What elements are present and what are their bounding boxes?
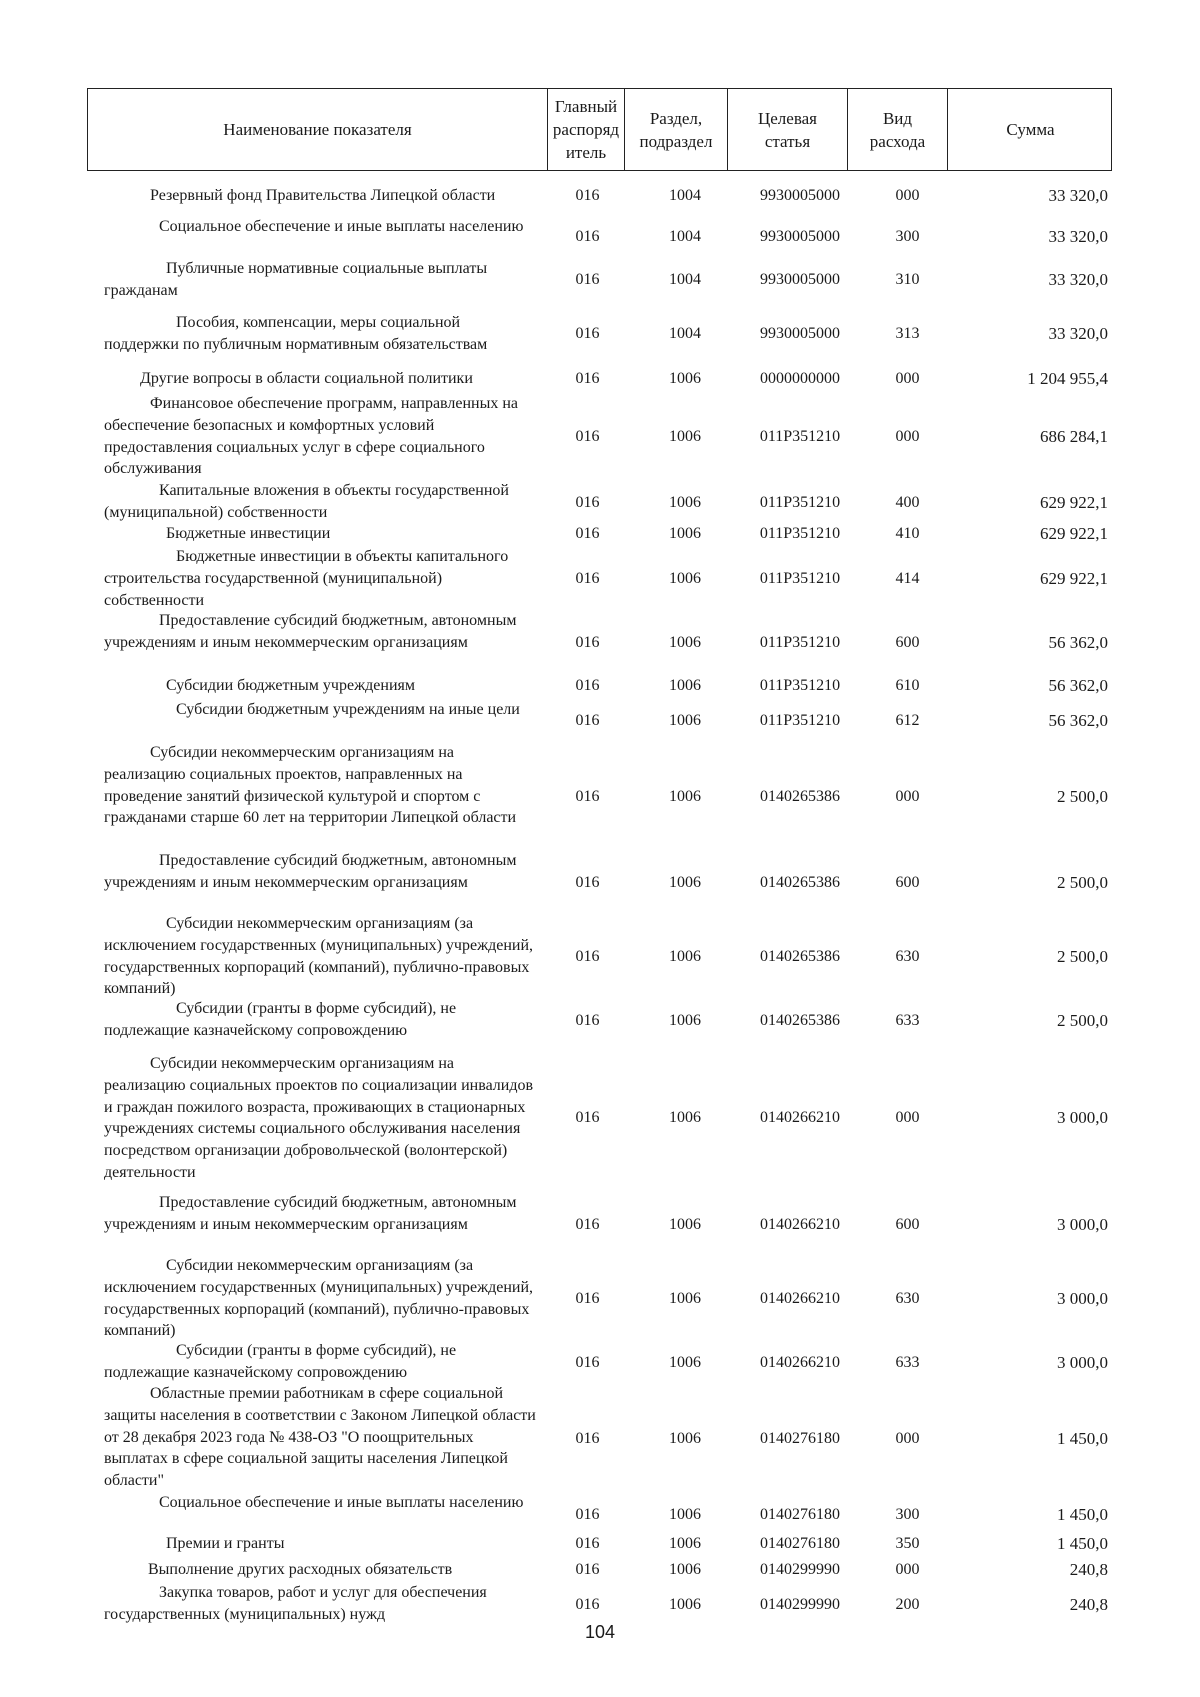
row-sum: 33 320,0 xyxy=(1048,227,1108,247)
table-row xyxy=(0,850,1200,916)
row-sum: 56 362,0 xyxy=(1048,676,1108,696)
row-name: Предоставление субсидий бюджетным, автономным учреждениям и иным некоммерческим организациям xyxy=(104,612,517,651)
row-name: Субсидии (гранты в форме субсидий), не подлежащие казначейскому сопровождению xyxy=(104,1342,457,1381)
row-ts: 0140266210 xyxy=(760,1290,840,1308)
row-gr: 016 xyxy=(575,948,600,966)
header-gr-text: Главный распоряд итель xyxy=(552,97,620,162)
row-rz: 1006 xyxy=(669,525,701,543)
row-gr: 016 xyxy=(575,1216,600,1234)
row-rz: 1006 xyxy=(669,788,701,806)
row-name: Субсидии (гранты в форме субсидий), не подлежащие казначейскому сопровождению xyxy=(104,1000,457,1039)
row-sum: 3 000,0 xyxy=(1057,1353,1108,1373)
row-name: Предоставление субсидий бюджетным, автономным учреждениям и иным некоммерческим организациям xyxy=(104,852,517,891)
row-ts: 0000000000 xyxy=(760,370,840,388)
row-gr: 016 xyxy=(575,525,600,543)
table-row xyxy=(0,1383,1200,1495)
row-sum: 1 450,0 xyxy=(1057,1534,1108,1554)
table-row xyxy=(0,1557,1200,1583)
row-rz: 1006 xyxy=(669,1430,701,1448)
row-sum: 3 000,0 xyxy=(1057,1215,1108,1235)
row-vr: 630 xyxy=(895,948,920,966)
row-gr: 016 xyxy=(575,370,600,388)
row-sum: 2 500,0 xyxy=(1057,787,1108,807)
row-name: Социальное обеспечение и иные выплаты населению xyxy=(159,218,524,235)
row-sum: 629 922,1 xyxy=(1040,569,1108,589)
header-rz xyxy=(625,89,728,170)
row-vr: 300 xyxy=(895,1506,920,1524)
row-name: Премии и гранты xyxy=(166,1535,285,1552)
row-name: Публичные нормативные социальные выплаты гражданам xyxy=(104,260,488,299)
row-vr: 633 xyxy=(895,1012,920,1030)
row-rz: 1006 xyxy=(669,1290,701,1308)
row-ts: 011Р351210 xyxy=(759,634,841,652)
row-ts: 0140276180 xyxy=(760,1535,840,1553)
row-ts: 011Р351210 xyxy=(759,712,841,730)
row-ts: 0140265386 xyxy=(760,788,840,806)
row-ts: 0140276180 xyxy=(760,1430,840,1448)
row-rz: 1006 xyxy=(669,634,701,652)
row-gr: 016 xyxy=(575,187,600,205)
row-vr: 410 xyxy=(895,525,920,543)
row-name: Социальное обеспечение и иные выплаты населению xyxy=(159,1494,524,1511)
row-rz: 1004 xyxy=(669,271,701,289)
row-name: Субсидии некоммерческим организациям (за исключением государственных (муниципальных) учреждений, государственных корпораций (компаний), публично-правовых компаний) xyxy=(104,915,534,998)
row-name: Закупка товаров, работ и услуг для обеспечения государственных (муниципальных) нужд xyxy=(104,1584,487,1623)
row-ts: 0140299990 xyxy=(760,1596,840,1614)
row-vr: 313 xyxy=(895,325,920,343)
row-sum: 629 922,1 xyxy=(1040,493,1108,513)
row-rz: 1006 xyxy=(669,494,701,512)
row-vr: 000 xyxy=(895,1430,920,1448)
row-ts: 9930005000 xyxy=(760,228,840,246)
row-vr: 630 xyxy=(895,1290,920,1308)
table-row xyxy=(0,393,1200,481)
row-gr: 016 xyxy=(575,1354,600,1372)
row-ts: 9930005000 xyxy=(760,271,840,289)
row-ts: 9930005000 xyxy=(760,325,840,343)
row-vr: 600 xyxy=(895,874,920,892)
row-gr: 016 xyxy=(575,788,600,806)
row-sum: 2 500,0 xyxy=(1057,1011,1108,1031)
row-vr: 000 xyxy=(895,428,920,446)
row-name: Другие вопросы в области социальной политики xyxy=(140,370,473,387)
table-row xyxy=(0,480,1200,526)
row-sum: 240,8 xyxy=(1069,1595,1108,1615)
row-rz: 1006 xyxy=(669,874,701,892)
row-sum: 686 284,1 xyxy=(1040,427,1108,447)
row-vr: 000 xyxy=(895,788,920,806)
row-rz: 1006 xyxy=(669,948,701,966)
row-vr: 414 xyxy=(895,570,920,588)
row-vr: 310 xyxy=(895,271,920,289)
row-name: Субсидии бюджетным учреждениям xyxy=(166,677,415,694)
row-name: Финансовое обеспечение программ, направленных на обеспечение безопасных и комфортных условий предоставления социальных услуг в сфере социального обслуживания xyxy=(104,395,519,478)
row-ts: 011Р351210 xyxy=(759,677,841,695)
row-sum: 56 362,0 xyxy=(1048,633,1108,653)
header-ts-text: Целевая статья xyxy=(757,108,818,151)
row-sum: 3 000,0 xyxy=(1057,1289,1108,1309)
row-rz: 1006 xyxy=(669,1561,701,1579)
row-vr: 200 xyxy=(895,1596,920,1614)
header-gr xyxy=(548,89,625,170)
row-rz: 1006 xyxy=(669,370,701,388)
row-sum: 2 500,0 xyxy=(1057,947,1108,967)
row-ts: 0140266210 xyxy=(760,1109,840,1127)
row-rz: 1006 xyxy=(669,712,701,730)
row-vr: 600 xyxy=(895,1216,920,1234)
row-gr: 016 xyxy=(575,271,600,289)
row-rz: 1006 xyxy=(669,570,701,588)
header-sum xyxy=(948,89,1113,170)
row-name: Предоставление субсидий бюджетным, автономным учреждениям и иным некоммерческим организациям xyxy=(104,1194,517,1233)
row-rz: 1004 xyxy=(669,325,701,343)
row-rz: 1006 xyxy=(669,1535,701,1553)
row-ts: 011Р351210 xyxy=(759,428,841,446)
row-gr: 016 xyxy=(575,325,600,343)
table-row xyxy=(0,698,1200,744)
page-number: 104 xyxy=(584,1622,616,1642)
table-row xyxy=(0,257,1200,303)
row-ts: 0140265386 xyxy=(760,1012,840,1030)
row-ts: 9930005000 xyxy=(760,187,840,205)
row-name: Субсидии некоммерческим организациям (за исключением государственных (муниципальных) учреждений, государственных корпораций (компаний), публично-правовых компаний) xyxy=(104,1257,534,1340)
row-sum: 2 500,0 xyxy=(1057,873,1108,893)
table-row xyxy=(0,521,1200,547)
row-sum: 33 320,0 xyxy=(1048,186,1108,206)
table-row xyxy=(0,913,1200,1001)
row-vr: 600 xyxy=(895,634,920,652)
row-sum: 33 320,0 xyxy=(1048,324,1108,344)
row-vr: 610 xyxy=(895,677,920,695)
table-row xyxy=(0,546,1200,612)
row-vr: 000 xyxy=(895,1109,920,1127)
row-gr: 016 xyxy=(575,1535,600,1553)
row-vr: 000 xyxy=(895,187,920,205)
row-name: Выполнение других расходных обязательств xyxy=(148,1561,453,1578)
row-sum: 629 922,1 xyxy=(1040,524,1108,544)
row-name: Субсидии некоммерческим организациям на реализацию социальных проектов, направленных на проведение занятий физической культурой и спортом с гражданами старше 60 лет на территории Липецкой области xyxy=(104,744,517,827)
row-sum: 33 320,0 xyxy=(1048,270,1108,290)
table-row xyxy=(0,366,1200,392)
row-name: Субсидии некоммерческим организациям на реализацию социальных проектов по социализации инвалидов и граждан пожилого возраста, проживающих в стационарных учреждениях системы социального обслуживания населения посредством организации добровольческой (волонтерской) деятельности xyxy=(104,1055,534,1181)
header-sum-text: Сумма xyxy=(1006,120,1055,139)
row-sum: 1 450,0 xyxy=(1057,1505,1108,1525)
row-vr: 300 xyxy=(895,228,920,246)
row-ts: 0140265386 xyxy=(760,948,840,966)
row-gr: 016 xyxy=(575,228,600,246)
row-name: Бюджетные инвестиции в объекты капитального строительства государственной (муниципальной) собственности xyxy=(104,548,509,609)
header-name xyxy=(88,89,548,170)
row-gr: 016 xyxy=(575,1506,600,1524)
row-vr: 000 xyxy=(895,1561,920,1579)
row-gr: 016 xyxy=(575,634,600,652)
row-name: Капитальные вложения в объекты государственной (муниципальной) собственности xyxy=(104,482,509,521)
table-row xyxy=(0,610,1200,676)
table-row xyxy=(0,214,1200,260)
table-row xyxy=(0,1340,1200,1386)
table-row xyxy=(0,998,1200,1044)
row-ts: 0140266210 xyxy=(760,1216,840,1234)
row-ts: 011Р351210 xyxy=(759,525,841,543)
row-ts: 0140276180 xyxy=(760,1506,840,1524)
table-row xyxy=(0,742,1200,852)
table-row xyxy=(0,310,1200,358)
row-vr: 633 xyxy=(895,1354,920,1372)
row-vr: 400 xyxy=(895,494,920,512)
header-vr xyxy=(848,89,948,170)
row-rz: 1006 xyxy=(669,1596,701,1614)
row-ts: 0140266210 xyxy=(760,1354,840,1372)
table-row xyxy=(0,673,1200,699)
row-ts: 011Р351210 xyxy=(759,494,841,512)
row-sum: 1 450,0 xyxy=(1057,1429,1108,1449)
row-gr: 016 xyxy=(575,1290,600,1308)
row-gr: 016 xyxy=(575,677,600,695)
row-name: Субсидии бюджетным учреждениям на иные цели xyxy=(176,701,520,718)
row-vr: 000 xyxy=(895,370,920,388)
row-ts: 0140299990 xyxy=(760,1561,840,1579)
table-row xyxy=(0,1051,1200,1185)
row-rz: 1006 xyxy=(669,1109,701,1127)
row-name: Областные премии работникам в сфере социальной защиты населения в соответствии с Законом Липецкой области от 28 декабря 2023 года № 438-ОЗ "О поощрительных выплатах в сфере социальной защиты населения Липецкой области" xyxy=(104,1385,536,1490)
row-sum: 240,8 xyxy=(1069,1560,1108,1580)
table-row xyxy=(0,1255,1200,1343)
row-rz: 1006 xyxy=(669,428,701,446)
row-gr: 016 xyxy=(575,1596,600,1614)
row-rz: 1006 xyxy=(669,1012,701,1030)
row-sum: 3 000,0 xyxy=(1057,1108,1108,1128)
row-rz: 1006 xyxy=(669,677,701,695)
row-gr: 016 xyxy=(575,712,600,730)
row-rz: 1006 xyxy=(669,1506,701,1524)
header-name-text: Наименование показателя xyxy=(223,120,412,139)
row-vr: 350 xyxy=(895,1535,920,1553)
row-gr: 016 xyxy=(575,1430,600,1448)
header-ts xyxy=(728,89,848,170)
row-name: Бюджетные инвестиции xyxy=(166,525,331,542)
row-gr: 016 xyxy=(575,494,600,512)
row-gr: 016 xyxy=(575,570,600,588)
row-sum: 56 362,0 xyxy=(1048,711,1108,731)
row-gr: 016 xyxy=(575,1012,600,1030)
table-row xyxy=(0,182,1200,210)
table-header xyxy=(87,88,1112,171)
header-vr-text: Вид расхода xyxy=(869,108,926,151)
row-gr: 016 xyxy=(575,874,600,892)
row-rz: 1006 xyxy=(669,1354,701,1372)
row-name: Пособия, компенсации, меры социальной поддержки по публичным нормативным обязательствам xyxy=(104,314,488,353)
row-ts: 011Р351210 xyxy=(759,570,841,588)
row-rz: 1004 xyxy=(669,187,701,205)
table-row xyxy=(0,1531,1200,1557)
row-gr: 016 xyxy=(575,1109,600,1127)
table-row xyxy=(0,1192,1200,1258)
row-rz: 1006 xyxy=(669,1216,701,1234)
row-gr: 016 xyxy=(575,1561,600,1579)
row-name: Резервный фонд Правительства Липецкой области xyxy=(150,187,496,204)
header-rz-text: Раздел, подраздел xyxy=(639,108,713,151)
row-ts: 0140265386 xyxy=(760,874,840,892)
row-gr: 016 xyxy=(575,428,600,446)
row-vr: 612 xyxy=(895,712,920,730)
row-rz: 1004 xyxy=(669,228,701,246)
row-sum: 1 204 955,4 xyxy=(1027,369,1108,389)
